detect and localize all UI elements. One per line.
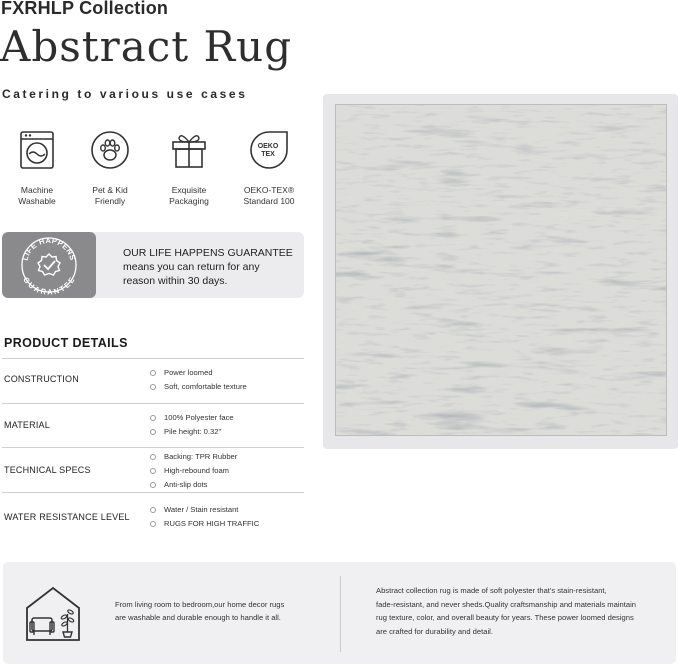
feature-machine-washable [0,130,77,207]
bottom-right-line2: fade-resistant, and never sheds.Quality craftsmanship and materials maintain [376,599,637,609]
detail-label: WATER RESISTANCE LEVEL [4,512,130,522]
badge-bottom-text: GUARANTEE [21,275,77,295]
detail-item-text: Power loomed [164,368,213,377]
feature-label-line1: Pet & Kid [92,185,128,195]
guarantee-seal-icon [19,235,79,295]
detail-item [150,464,237,478]
bottom-right-line3: rug texture, color, and overall beauty for years. These power loomed designs [376,613,634,622]
product-details-title: PRODUCT DETAILS [4,336,128,350]
bullet-circle-icon [150,415,156,421]
detail-row-construction [2,358,304,403]
feature-label-line2: Standard 100 [243,196,295,206]
detail-label: CONSTRUCTION [4,374,79,384]
feature-pet-kid-friendly [70,130,150,207]
bullet-circle-icon [150,482,156,488]
detail-label: TECHNICAL SPECS [4,465,91,475]
detail-item [150,478,237,492]
bullet-circle-icon [150,429,156,435]
detail-item [150,517,259,531]
washing-machine-icon [17,130,57,170]
feature-oeko-tex [229,130,309,207]
rug-product-image [335,104,667,436]
paw-icon [90,130,130,170]
detail-item-text: Soft, comfortable texture [164,382,247,391]
feature-icons-row [0,130,310,210]
detail-item-text: Water / Stain resistant [164,505,239,514]
guarantee-text-line2: means you can return for any [123,261,260,273]
guarantee-text-line3: reason within 30 days. [123,275,228,287]
detail-item-text: Pile height: 0.32" [164,427,222,436]
feature-label-line1: Machine [20,185,54,195]
detail-item-text: RUGS FOR HIGH TRAFFIC [164,519,260,528]
panel-divider [340,576,341,652]
product-title: Abstract Rug [0,22,293,71]
bullet-circle-icon [150,454,156,460]
rug-image-frame [323,94,678,449]
feature-exquisite-packaging [149,130,229,207]
tagline: Catering to various use cases [2,87,248,101]
bullet-circle-icon [150,384,156,390]
oeko-logo-text-1: OEKO [257,143,279,150]
guarantee-badge [2,232,96,298]
oeko-logo-text-2: TEX [261,151,275,158]
bottom-right-line1: Abstract collection rug is made of soft polyester that's stain-resistant, [376,586,607,595]
detail-item [150,366,247,380]
oeko-tex-icon [249,130,289,170]
feature-label-line2: Packaging [169,196,209,206]
product-details-table [2,358,304,536]
detail-item [150,450,237,464]
bottom-left-line2: are washable and durable enough to handle it all. [115,613,281,622]
bullet-circle-icon [150,370,156,376]
collection-name: FXRHLP Collection [1,0,169,18]
badge-top-text: LIFE HAPPENS [20,235,78,262]
detail-row-water-resistance [2,492,304,536]
bullet-circle-icon [150,468,156,474]
detail-item-text: 100% Polyester face [164,413,234,422]
feature-label-line1: OEKO-TEX® [243,185,295,195]
bullet-circle-icon [150,521,156,527]
detail-item [150,380,247,394]
feature-label-line1: Exquisite [171,185,207,195]
detail-item [150,411,234,425]
detail-item [150,503,259,517]
bullet-circle-icon [150,507,156,513]
detail-item-text: Backing: TPR Rubber [164,452,238,461]
detail-row-technical-specs [2,447,304,492]
bottom-right-line4: are crafted for durability and detail. [376,626,493,636]
bottom-info-panel [3,562,676,664]
bottom-left-line1: From living room to bedroom,our home decor rugs [115,600,285,609]
feature-label-line2: Washable [18,196,56,206]
detail-item-text: Anti-slip dots [164,480,208,489]
guarantee-heading: OUR LIFE HAPPENS GUARANTEE [123,247,293,259]
living-room-home-icon [23,584,83,644]
svg-text:GUARANTEE [21,275,76,295]
detail-row-material [2,403,304,447]
guarantee-banner [2,232,304,298]
detail-label: MATERIAL [4,420,50,430]
detail-item-text: High-rebound foam [164,466,230,475]
detail-item [150,425,234,439]
svg-text:LIFE HAPPENS [21,236,78,262]
feature-label-line2: Friendly [94,196,126,206]
gift-box-icon [169,130,209,170]
